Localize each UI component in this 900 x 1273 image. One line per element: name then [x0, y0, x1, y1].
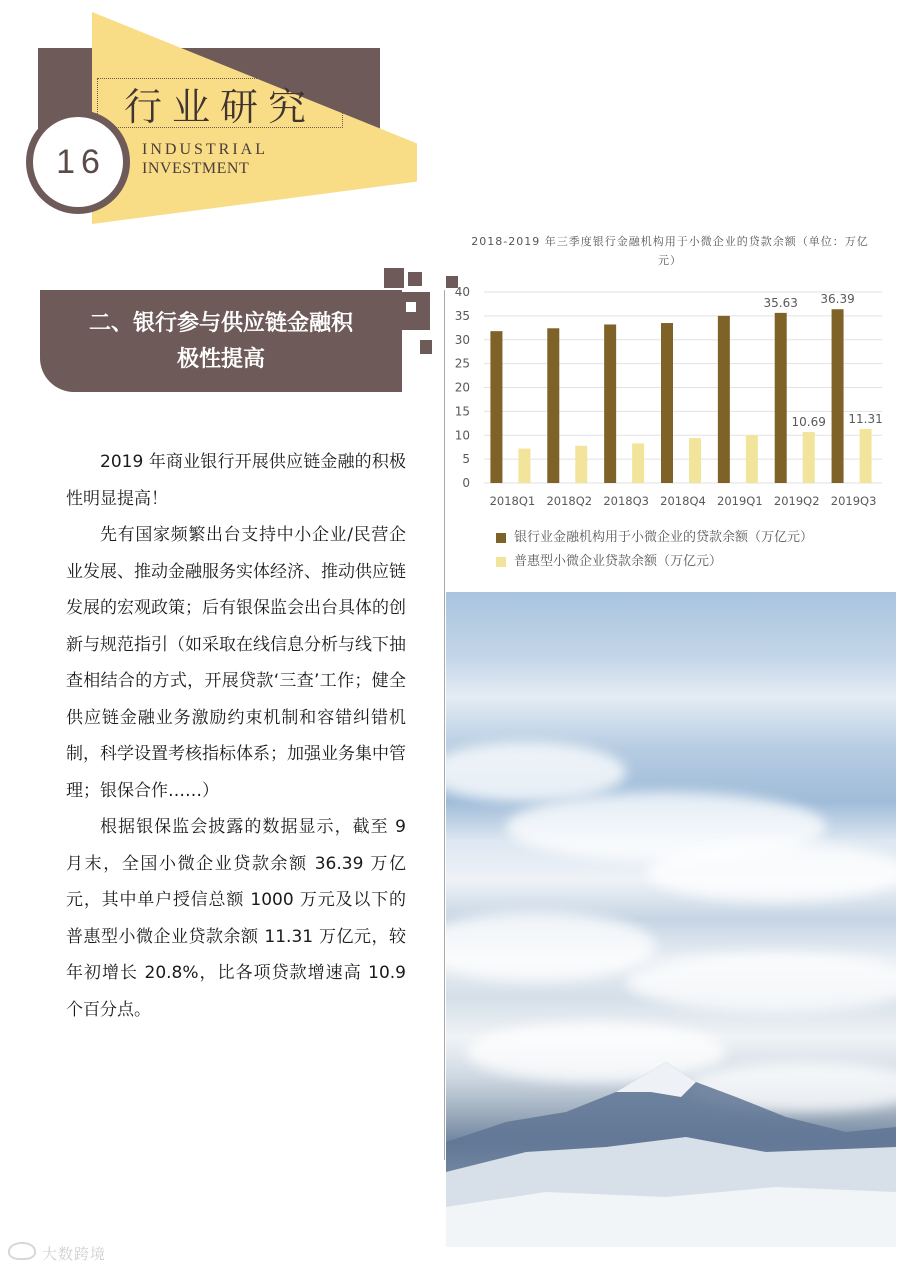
header-title: 行业研究	[123, 84, 316, 129]
section-title	[40, 306, 402, 378]
bar	[547, 328, 559, 483]
bar	[746, 435, 758, 483]
data-label: 36.39	[820, 292, 855, 307]
paragraph-1: 2019 年商业银行开展供应链金融的积极性明显提高！	[66, 452, 406, 509]
legend-item-1	[496, 526, 813, 550]
y-tick-label: 20	[454, 380, 470, 395]
paragraph-3: 根据银保监会披露的数据显示，截至 9 月末，全国小微企业贷款余额 36.39 万亿元，其中单户授信总额 1000 万元及以下的普惠型小微企业贷款余额 11.31 万亿元，较年初增长 20.8%，比各项贷款增速高 10.9 个百分点。	[66, 817, 406, 1020]
section-title-line1: 二、银行参与供应链金融积	[88, 311, 353, 336]
legend-swatch-1	[496, 533, 506, 543]
legend-item-2	[496, 550, 813, 574]
y-tick-label: 30	[454, 332, 470, 347]
article-body	[66, 444, 406, 1028]
legend-label-2: 普惠型小微企业贷款余额（万亿元）	[514, 554, 723, 569]
bar	[661, 323, 673, 483]
bar	[518, 449, 530, 483]
y-tick-label: 5	[462, 452, 470, 467]
x-tick-label: 2018Q1	[489, 494, 536, 508]
header-title-box	[97, 78, 343, 128]
mountain-silhouette	[446, 1022, 896, 1247]
page-number: 16	[56, 142, 106, 181]
header-subtitle	[142, 140, 268, 178]
x-tick-label: 2018Q2	[546, 494, 593, 508]
bar-chart	[440, 280, 890, 520]
page-number-badge	[26, 110, 130, 214]
x-tick-label: 2019Q1	[717, 494, 763, 508]
y-tick-label: 40	[454, 285, 470, 299]
section-title-line2: 极性提高	[176, 347, 265, 372]
y-tick-label: 35	[454, 308, 470, 323]
bar	[689, 438, 701, 483]
y-tick-label: 15	[454, 404, 470, 419]
bar	[775, 313, 787, 483]
watermark-logo-icon	[8, 1242, 36, 1260]
legend-label-1: 银行业金融机构用于小微企业的贷款余额（万亿元）	[514, 530, 814, 545]
y-tick-label: 0	[462, 476, 470, 490]
bar	[832, 309, 844, 483]
data-label: 35.63	[763, 295, 798, 310]
mountain-photo	[446, 592, 896, 1247]
x-tick-label: 2018Q3	[603, 494, 649, 508]
chart-title: 2018-2019 年三季度银行金融机构用于小微企业的贷款余额（单位：万亿元）	[471, 235, 869, 267]
header-subtitle-line2: INVESTMENT	[142, 160, 250, 177]
watermark-text: 大数跨境	[42, 1245, 107, 1263]
x-tick-label: 2019Q2	[773, 494, 820, 508]
x-tick-label: 2019Q3	[830, 494, 877, 508]
header-subtitle-line1: INDUSTRIAL	[142, 141, 268, 158]
data-label: 10.69	[791, 414, 826, 429]
paragraph-2: 先有国家频繁出台支持中小企业/民营企业发展、推动金融服务实体经济、推动供应链发展的宏观政策；后有银保监会出台具体的创新与规范指引（如采取在线信息分析与线下抽查相结合的方式，开展贷款‘三查’工作；健全供应链金融业务激励约束机制和容错纠错机制，科学设置考核指标体系；加强业务集中管理；银保合作……）	[66, 525, 406, 801]
chart-legend	[496, 526, 813, 574]
data-label: 11.31	[848, 411, 883, 426]
legend-swatch-2	[496, 557, 506, 567]
bar	[632, 443, 644, 483]
bar	[575, 446, 587, 483]
bar	[860, 429, 872, 483]
bar	[718, 316, 730, 483]
bar	[490, 331, 502, 483]
y-tick-label: 25	[454, 356, 470, 371]
bar	[604, 324, 616, 483]
bar	[803, 432, 815, 483]
x-tick-label: 2018Q4	[660, 494, 706, 508]
y-tick-label: 10	[454, 428, 470, 443]
